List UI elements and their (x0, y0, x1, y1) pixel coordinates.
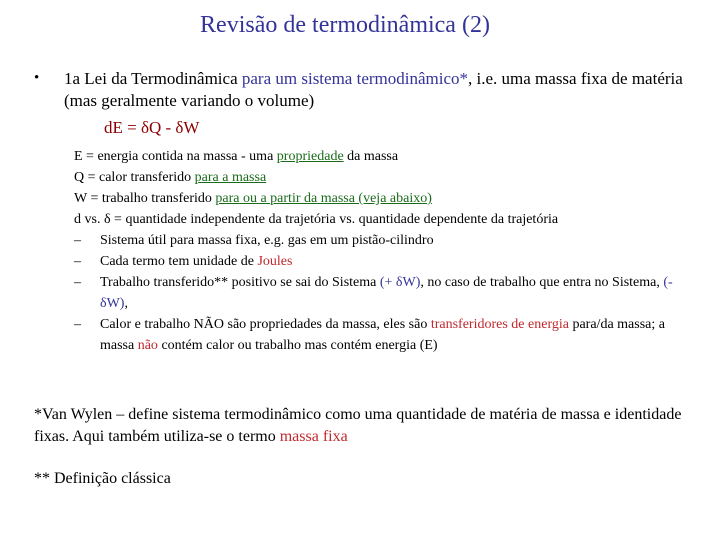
list-item (74, 272, 674, 314)
classic-definition-note: ** Definição clássica (34, 470, 171, 487)
definition-heat (74, 167, 674, 188)
not-term: não (137, 338, 158, 353)
work-sign-mid: , no caso de trabalho que entra no Sistema, (420, 275, 664, 290)
definition-energy (74, 146, 674, 167)
heat-work-text: Calor e trabalho NÃO são propriedades da massa, eles são (100, 317, 431, 332)
heat-work-mid: para/da massa; a massa (100, 317, 665, 353)
definition-heat-text: Q = calor transferido (74, 170, 195, 185)
definition-work (74, 188, 674, 209)
list-item (74, 314, 674, 356)
bullet-icon: • (34, 70, 40, 86)
work-sign-end: , (124, 296, 128, 311)
definition-energy-text: E = energia contida na massa - uma (74, 149, 277, 164)
negative-work-term: (- δW) (100, 275, 673, 311)
to-from-mass-link[interactable]: para ou a partir da massa (veja abaixo) (215, 191, 432, 206)
list-item-text: Sistema útil para massa fixa, e.g. gas em um pistão-cilindro (100, 233, 434, 248)
dash-icon: – (74, 254, 81, 269)
dash-icon: – (74, 275, 81, 290)
positive-work-term: (+ δW) (379, 275, 421, 290)
to-mass-link[interactable]: para a massa (194, 170, 267, 185)
units-text: Cada termo tem unidade de (100, 254, 258, 269)
definitions-block (74, 146, 674, 356)
definition-energy-suffix: da massa (343, 149, 399, 164)
first-law-formula: dE = δQ - δW (104, 118, 200, 137)
dash-icon: – (74, 317, 81, 332)
definition-work-text: W = trabalho transferido (74, 191, 216, 206)
list-item (74, 230, 674, 251)
slide-title: Revisão de termodinâmica (2) (200, 12, 490, 38)
first-law-name: 1a Lei da Termodinâmica (64, 69, 238, 88)
note-text: *Van Wylen – define sistema termodinâmico como uma quantidade de matéria de massa e identidade fixas. Aqui também utiliza-se o termo (34, 406, 682, 445)
dash-icon: – (74, 233, 81, 248)
van-wylen-note (34, 404, 694, 448)
fixed-mass-phrase: , i.e. uma massa fixa de matéria (mas geralmente variando o volume) (64, 69, 683, 110)
list-item-text (100, 272, 674, 314)
list-item-text (100, 251, 674, 272)
heat-work-end: contém calor ou trabalho mas contém energia (E) (157, 338, 438, 353)
list-item (74, 251, 674, 272)
first-law-statement (64, 68, 684, 112)
joules-term: Joules (257, 254, 293, 269)
list-item-text (100, 314, 674, 356)
system-phrase: para um sistema termodinâmico* (237, 69, 469, 88)
definition-path: d vs. δ = quantidade independente da trajetória vs. quantidade dependente da trajetória (74, 212, 559, 227)
work-sign-text: Trabalho transferido** positivo se sai do Sistema (100, 275, 380, 290)
energy-transfer-term: transferidores de energia (430, 317, 569, 332)
property-link[interactable]: propriedade (276, 149, 344, 164)
fixed-mass-term: massa fixa (279, 428, 348, 445)
